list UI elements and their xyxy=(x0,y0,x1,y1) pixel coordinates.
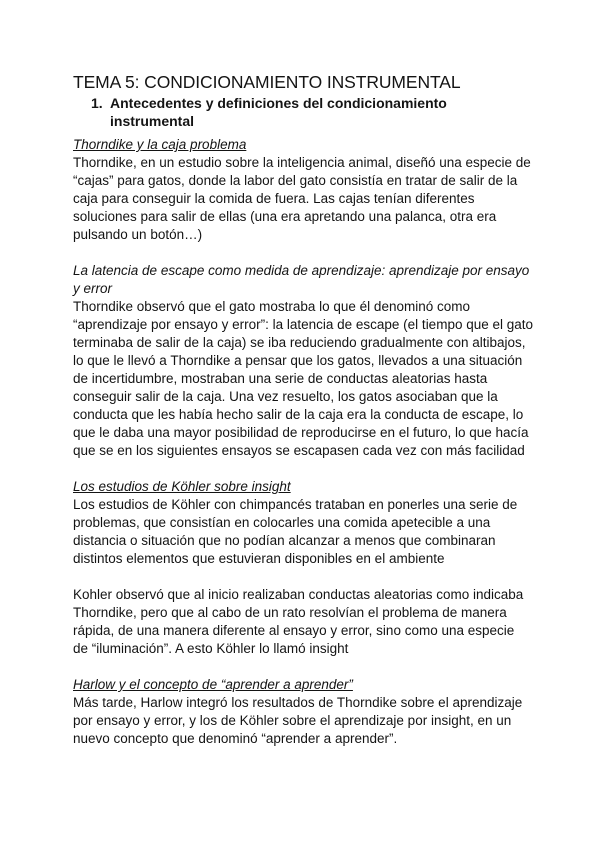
paragraph: Thorndike, en un estudio sobre la inteligencia animal, diseñó una especie de “cajas” para gatos, donde la labor del gato consistía en tratar de salir de la caja para conseguir la comida de fuera. Las cajas tenían diferentes soluciones para salir de ellas (una era apretando una palanca, otra era pulsando un botón…) xyxy=(73,155,531,242)
paragraph: Kohler observó que al inicio realizaban conductas aleatorias como indicaba Thorndike, pero que al cabo de un rato resolvían el problema de manera rápida, de una manera diferente al ensayo y error, sino como una especie de “iluminación”. A esto Köhler lo llamó insight xyxy=(73,587,524,656)
subtitle-text: Antecedentes y definiciones del condicionamiento instrumental xyxy=(110,95,447,129)
paragraph: Los estudios de Köhler con chimpancés trataban en ponerles una serie de problemas, que consistían en colocarles una comida apetecible a una distancia o situación que no podían alcanzar a menos que combinaran distintos elementos que estuvieran disponibles en el ambiente xyxy=(73,497,518,566)
spacer xyxy=(73,658,533,676)
document-title: TEMA 5: CONDICIONAMIENTO INSTRUMENTAL xyxy=(73,72,461,92)
heading-kohler-insight: Los estudios de Köhler sobre insight xyxy=(73,479,291,494)
subtitle-number: 1. xyxy=(91,95,103,111)
section-subtitle xyxy=(73,94,533,130)
document-page xyxy=(73,70,533,748)
spacer xyxy=(73,244,533,262)
heading-thorndike-box: Thorndike y la caja problema xyxy=(73,137,247,152)
heading-harlow: Harlow y el concepto de “aprender a aprender” xyxy=(73,677,353,692)
spacer xyxy=(73,460,533,478)
paragraph: Thorndike observó que el gato mostraba lo que él denominó como “aprendizaje por ensayo y error”: la latencia de escape (el tiempo que el gato terminaba de salir de la caja) se iba reduciendo gradualmente con altibajos, lo que le llevó a Thorndike a pensar que los gatos, llevados a una situación de incertidumbre, mostraban una serie de conductas aleatorias hasta conseguir salir de la caja. Una vez resuelto, los gatos asociaban que la conducta que les había hecho salir de la caja era la conducta de escape, lo que le daba una mayor posibilidad de reproducirse en el futuro, lo que hacía que se en los siguientes ensayos se escapasen cada vez con más facilidad xyxy=(73,299,534,458)
paragraph: Más tarde, Harlow integró los resultados de Thorndike sobre el aprendizaje por ensayo y error, y los de Köhler sobre el aprendizaje por insight, en un nuevo concepto que denominó “aprender a aprender”. xyxy=(73,695,523,746)
heading-escape-latency: La latencia de escape como medida de aprendizaje: aprendizaje por ensayo y error xyxy=(73,263,530,296)
spacer xyxy=(73,568,533,586)
